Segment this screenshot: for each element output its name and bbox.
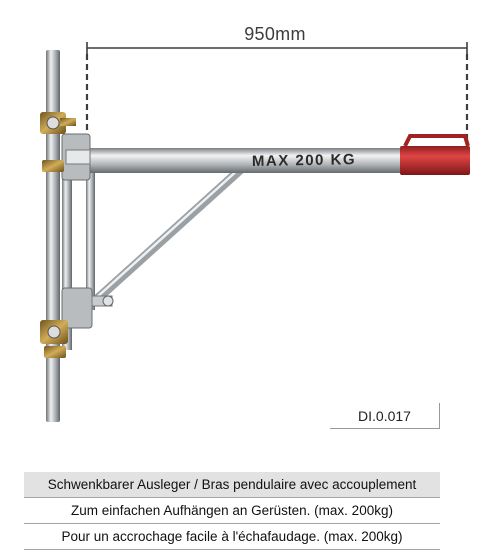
scaffold-tube (46, 50, 60, 422)
red-handle (400, 136, 470, 175)
diagonal-strut (96, 170, 240, 300)
product-title: Schwenkbarer Ausleger / Bras pendulaire avec accouplement (24, 472, 440, 498)
description-french: Pour un accrochage facile à l'échafaudage. (max. 200kg) (24, 524, 440, 550)
product-description-table (24, 472, 440, 550)
dimension-line (87, 42, 467, 150)
arm-marking: MAX 200 KG (251, 151, 357, 170)
description-german: Zum einfachen Aufhängen an Gerüsten. (max. 200kg) (24, 498, 440, 524)
article-number: DI.0.017 (330, 403, 440, 429)
dimension-label: 950mm (244, 24, 306, 44)
